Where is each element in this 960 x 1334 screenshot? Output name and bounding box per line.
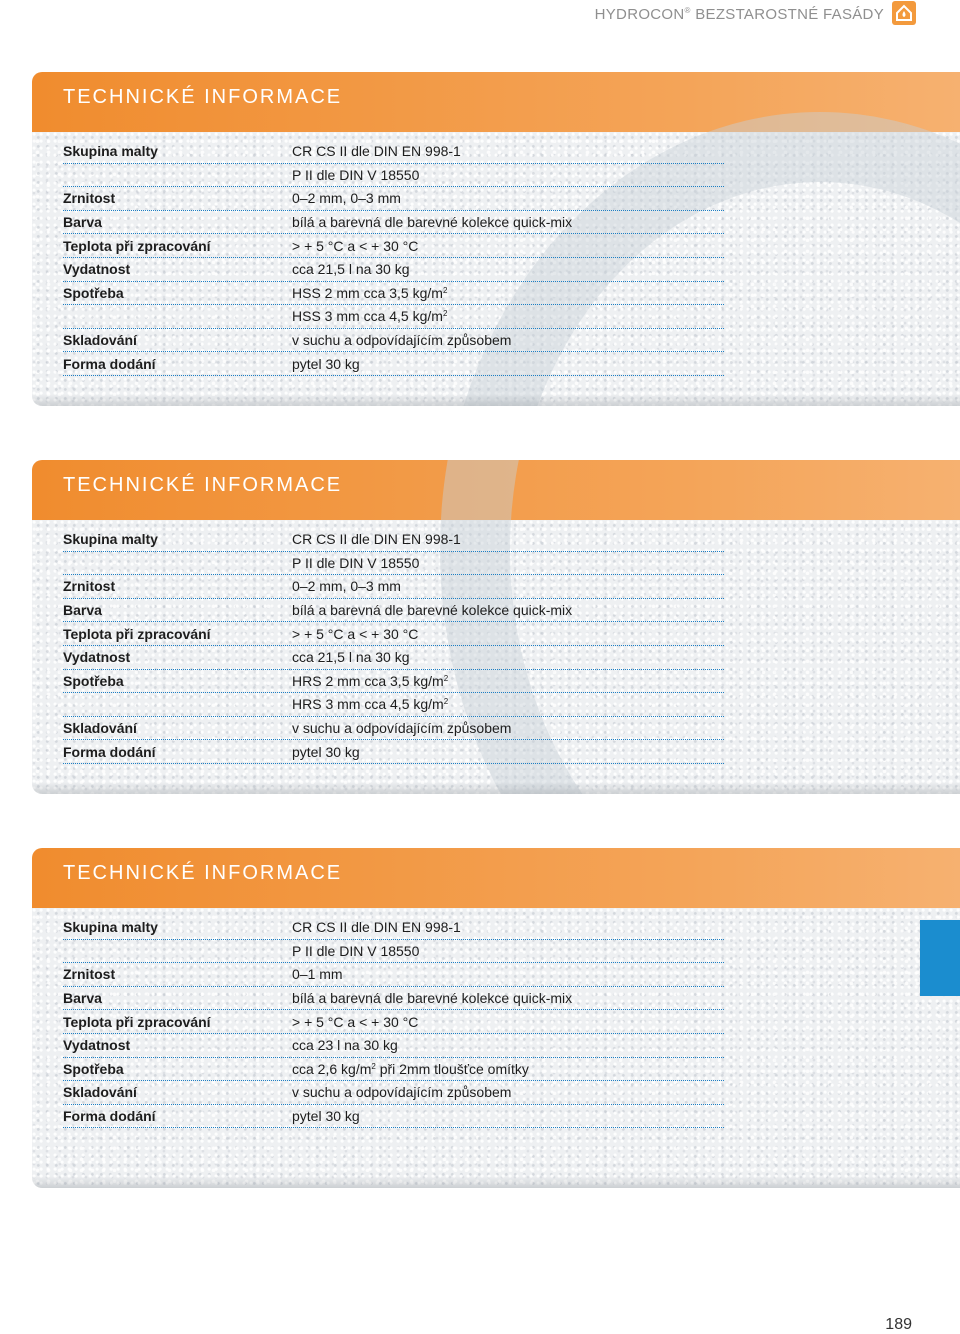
spec-label: Barva [63,602,102,619]
spec-row [63,1058,724,1082]
spec-row [63,622,724,646]
spec-value [292,285,447,301]
tech-info-panel-1 [32,72,960,406]
tech-info-panel-2 [32,460,960,794]
spec-value [292,261,410,277]
spec-row [63,693,724,717]
header-subtitle: BEZSTAROSTNÉ FASÁDY [695,6,884,23]
spec-value [292,1037,398,1053]
spec-row [63,1034,724,1058]
spec-row [63,552,724,576]
spec-value-text: P II dle DIN V 18550 [292,554,420,571]
spec-row [63,717,724,741]
spec-label: Barva [63,214,102,231]
page-number: 189 [885,1316,912,1333]
spec-row [63,1105,724,1129]
spec-value-text: bílá a barevná dle barevné kolekce quick-mix [292,214,573,231]
spec-value [292,356,360,372]
spec-value [292,332,511,348]
spec-value [292,167,419,183]
spec-value [292,1061,529,1077]
spec-value [292,308,447,324]
house-hydrocon-logo-icon [892,1,916,25]
spec-value [292,1014,418,1030]
spec-table [63,140,724,376]
spec-row [63,140,724,164]
spec-value [292,531,461,547]
spec-label: Teplota při zpracování [63,1013,211,1030]
spec-value-text: v suchu a odpovídajícím způsobem [292,332,512,349]
spec-row [63,528,724,552]
page-header [0,0,960,30]
brand-name: HYDROCON [594,6,685,23]
spec-label: Skupina malty [63,919,158,936]
spec-value-text: 0–2 mm, 0–3 mm [292,190,401,207]
spec-value [292,190,401,206]
spec-value-text: pytel 30 kg [292,355,360,372]
spec-label: Spotřeba [63,672,124,689]
spec-value-text: 0–2 mm, 0–3 mm [292,578,401,595]
spec-label: Zrnitost [63,966,116,983]
spec-label: Forma dodání [63,743,156,760]
spec-row [63,740,724,764]
spec-row [63,599,724,623]
spec-label: Teplota při zpracování [63,625,211,642]
spec-value-text: cca 21,5 l na 30 kg [292,649,410,666]
spec-label: Skupina malty [63,531,158,548]
panel-body [32,132,960,406]
spec-value-text: v suchu a odpovídajícím způsobem [292,720,512,737]
spec-label: Forma dodání [63,355,156,372]
spec-row [63,940,724,964]
spec-label: Spotřeba [63,1060,124,1077]
spec-value [292,943,419,959]
spec-value-text: pytel 30 kg [292,743,360,760]
spec-row [63,352,724,376]
spec-value-text: > + 5 °C a < + 30 °C [292,1013,419,1030]
spec-table [63,916,724,1128]
spec-label: Spotřeba [63,284,124,301]
superscript: 2 [442,285,448,295]
spec-value [292,143,461,159]
spec-value-text: HRS 3 mm cca 4,5 kg/m [292,696,444,713]
spec-row [63,305,724,329]
spec-label: Zrnitost [63,190,116,207]
spec-value [292,696,448,712]
spec-row [63,916,724,940]
spec-row [63,234,724,258]
spec-value [292,673,448,689]
spec-value [292,214,572,230]
spec-label: Vydatnost [63,1037,131,1054]
spec-row [63,282,724,306]
spec-row [63,164,724,188]
spec-value [292,602,572,618]
spec-label: Vydatnost [63,261,131,278]
spec-value-text: CR CS II dle DIN EN 998-1 [292,531,461,548]
spec-value-text: P II dle DIN V 18550 [292,166,420,183]
spec-value-text: pytel 30 kg [292,1108,360,1125]
panel-title: TECHNICKÉ INFORMACE [63,474,343,496]
spec-label: Skupina malty [63,143,158,160]
spec-row [63,646,724,670]
spec-label: Zrnitost [63,578,116,595]
section-tab-marker [920,920,960,996]
spec-row [63,329,724,353]
spec-value-text: > + 5 °C a < + 30 °C [292,237,419,254]
spec-value [292,1084,511,1100]
spec-row [63,258,724,282]
spec-value-text: HRS 2 mm cca 3,5 kg/m [292,672,444,689]
superscript: 2 [443,697,449,707]
superscript: 2 [442,309,448,319]
spec-value [292,1108,360,1124]
spec-value-text: > + 5 °C a < + 30 °C [292,625,419,642]
spec-value-text: P II dle DIN V 18550 [292,942,420,959]
spec-table [63,528,724,764]
panel-body [32,520,960,794]
spec-label: Barva [63,990,102,1007]
panel-body [32,908,960,1188]
spec-value-text: v suchu a odpovídajícím způsobem [292,1084,512,1101]
panel-header [32,848,960,908]
spec-value-text: 0–1 mm [292,966,343,983]
spec-row [63,211,724,235]
spec-label: Skladování [63,720,137,737]
spec-value-text: bílá a barevná dle barevné kolekce quick-mix [292,990,573,1007]
spec-value [292,744,360,760]
superscript: 2 [443,673,449,683]
spec-value-text: cca 23 l na 30 kg [292,1037,398,1054]
spec-value [292,649,410,665]
spec-value [292,919,461,935]
spec-label: Forma dodání [63,1108,156,1125]
registered-mark: ® [684,6,691,15]
spec-value [292,578,401,594]
spec-row [63,1010,724,1034]
spec-row [63,670,724,694]
spec-value-text: HSS 3 mm cca 4,5 kg/m [292,308,443,325]
superscript: 2 [371,1061,376,1071]
spec-row [63,963,724,987]
spec-label: Skladování [63,332,137,349]
spec-value-text: CR CS II dle DIN EN 998-1 [292,919,461,936]
spec-value [292,555,419,571]
spec-row [63,987,724,1011]
spec-value-text: cca 2,6 kg/m [292,1060,372,1077]
spec-value-suffix: při 2mm tloušťce omítky [375,1060,529,1077]
panel-title: TECHNICKÉ INFORMACE [63,862,343,884]
spec-value [292,720,511,736]
spec-row [63,575,724,599]
panel-title: TECHNICKÉ INFORMACE [63,86,343,108]
tech-info-panel-3 [32,848,960,1188]
spec-value [292,990,572,1006]
spec-value [292,626,418,642]
spec-value [292,238,418,254]
spec-label: Teplota při zpracování [63,237,211,254]
spec-label: Skladování [63,1084,137,1101]
spec-value-text: cca 21,5 l na 30 kg [292,261,410,278]
spec-row [63,187,724,211]
spec-row [63,1081,724,1105]
spec-value-text: bílá a barevná dle barevné kolekce quick-mix [292,602,573,619]
spec-value-text: CR CS II dle DIN EN 998-1 [292,143,461,160]
spec-label: Vydatnost [63,649,131,666]
header-title [595,6,884,23]
spec-value [292,966,343,982]
spec-value-text: HSS 2 mm cca 3,5 kg/m [292,284,443,301]
